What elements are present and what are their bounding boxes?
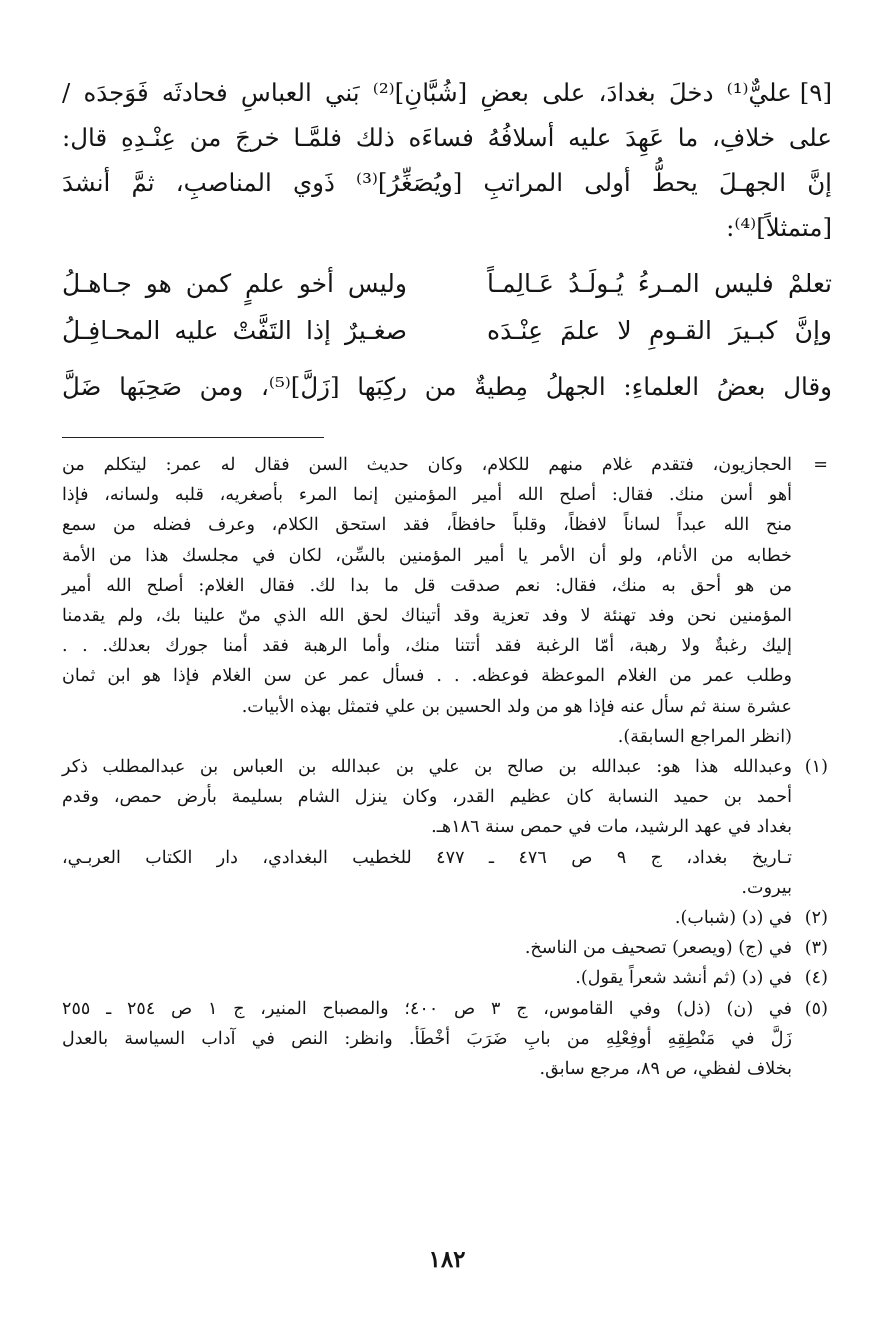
footnote-line: في (ج) (ويصعر) تصحيف من الناسخ. [524, 938, 792, 959]
footnote-4 [62, 963, 832, 993]
footnote-mark: (٣) [804, 938, 828, 959]
footnote-2 [62, 903, 832, 933]
page-number: ١٨٢ [428, 1246, 466, 1273]
main-line [62, 70, 832, 115]
main-line: إنَّ الجهـلَ يحطُّ أولى المراتبِ [ويُصَغِّرُ]⁽³⁾ ذَوي المناصبِ، ثمَّ أنشدَ [62, 168, 832, 197]
footnote-5 [62, 994, 832, 1085]
poem-verse [62, 307, 832, 354]
main-line: على خلافِ، ما عَهِدَ عليه أسلافُهُ فساءَه ذلك فلمَّـا خرجَ من عِنْـدِهِ قال: [62, 123, 832, 152]
footnote-body [62, 994, 792, 1085]
footnote-line: في (ن) (ذل) وفي القاموس، ج ٣ ص ٤٠٠؛ والمصباح المنير، ج ١ ص ٢٥٤ ـ ٢٥٥ [62, 998, 792, 1019]
continuation-mark: = [813, 455, 828, 475]
footnote-line: منح الله عبداً لساناً لافظاً، وقلباً حافظاً، فقد استحق الكلام، وعرف فضله من سمع [62, 515, 792, 536]
footnote-divider [62, 437, 324, 438]
footnote-line: بيروت. [741, 877, 792, 898]
verse-first-hemistich: تعلمْ فليس المـرءُ يُـولَـدُ عَـالِمـاً [487, 269, 832, 298]
main-line: [متمثلاً]⁽⁴⁾: [726, 213, 832, 242]
footnote-line: وطلب عمر من الغلام الموعظة فوعظه. . . فسأل عمر عن سن الغلام فإذا هو ابن ثمان [62, 666, 792, 687]
footnote-1 [62, 752, 832, 903]
poem-verse [62, 260, 832, 307]
footnote-line: في (د) (شباب). [674, 908, 792, 929]
footnote-line: في (د) (ثم أنشد شعراً يقول). [575, 968, 792, 989]
footnote-body [62, 933, 792, 963]
closing-line: وقال بعضُ العلماءِ: الجهلُ مِطيةٌ من ركِبَها [زَلَّ]⁽⁵⁾، ومن صَحِبَها ضَلَّ [62, 372, 832, 401]
footnote-3 [62, 933, 832, 963]
main-line-text: عليٌّ⁽¹⁾ دخلَ بغدادَ، على بعضِ [شُبَّانِ]⁽²⁾ بَني العباسِ فحادثَه فَوَجدَه / [62, 78, 792, 107]
footnote-mark: (٤) [804, 968, 828, 989]
footnote-line: أهو أسن منك. فقال: أصلح الله أمير المؤمنين إنما المرء بأصغريه، قلبه ولسانه، فإذا [62, 485, 792, 506]
footnote-line: أحمد بن حميد النسابة كان عظيم القدر، وكان ينزل الشام بسليمة بأرض حمص، وقدم [62, 787, 792, 808]
footnote-body [62, 903, 792, 933]
footnote-line: (انظر المراجع السابقة). [617, 726, 792, 747]
footnote-line: زَلَّ في مَنْطِقِهِ أوفِعْلِهِ من بابِ ضَرَبَ أخْطَأ. وانظر: النص في آداب السياسة بالعدل [62, 1028, 792, 1049]
entry-number: [٩] [799, 78, 832, 107]
poem [62, 260, 832, 354]
book-page [62, 70, 832, 1310]
footnote-line: خطابه من الأنام، ولو أن الأمر يا أمير المؤمنين بالسِّن، لكان في مجلسك هذا من الأمة [62, 545, 792, 566]
footnote-body [62, 450, 792, 752]
footnote-line: من هو أحق به منك، فقال: نعم صدقت قل ما بدا لك. فقال الغلام: أصلح الله أمير [62, 575, 792, 596]
main-text [62, 70, 832, 250]
footnote-body [62, 963, 792, 993]
verse-first-hemistich: وإنَّ كبـيرَ القـومِ لا علمَ عِنْـدَه [487, 316, 832, 345]
footnote-mark: (١) [804, 757, 828, 778]
footnote-continuation [62, 450, 832, 752]
footnote-line: المؤمنين نحن وفد تهنئة لا وفد تعزية وقد أتيناك لحق الله الذي منّ علينا بك، ولم يقدمنا [62, 606, 792, 627]
footnote-line: بغداد في عهد الرشيد، مات في حمص سنة ١٨٦هـ. [431, 817, 792, 838]
footnote-line: إليك رغبةٌ ولا رهبة، أمّا الرغبة فقد أتتنا منك، وأما الرهبة فقد أمنا جورك بعدلك. . . [62, 636, 792, 657]
footnote-line: وعبدالله هذا هو: عبدالله بن صالح بن علي بن عبدالله بن العباس بن عبدالمطلب ذكر [62, 757, 792, 778]
footnote-mark: (٥) [804, 998, 828, 1019]
footnote-body [62, 752, 792, 903]
footnotes [62, 450, 832, 1084]
footnote-line: تـاريخ بغداد، ج ٩ ص ٤٧٦ ـ ٤٧٧ للخطيب البغدادي، دار الكتاب العربـي، [62, 847, 792, 868]
footnote-line: الحجازيون، فتقدم غلام منهم للكلام، وكان حديث السن فقال له عمر: ليتكلم من [62, 455, 792, 475]
footnote-line: عشرة سنة ثم سأل عنه فإذا هو من ولد الحسين بن علي فتمثل بهذه الأبيات. [241, 696, 792, 717]
verse-second-hemistich: وليس أخو علمٍ كمن هو جـاهـلُ [62, 269, 407, 298]
footnote-mark: (٢) [804, 908, 828, 929]
footnote-line: بخلاف لفظي، ص ٨٩، مرجع سابق. [539, 1059, 792, 1080]
verse-second-hemistich: صغـيرٌ إذا التَفَّتْ عليه المحـافِـلُ [62, 316, 407, 345]
